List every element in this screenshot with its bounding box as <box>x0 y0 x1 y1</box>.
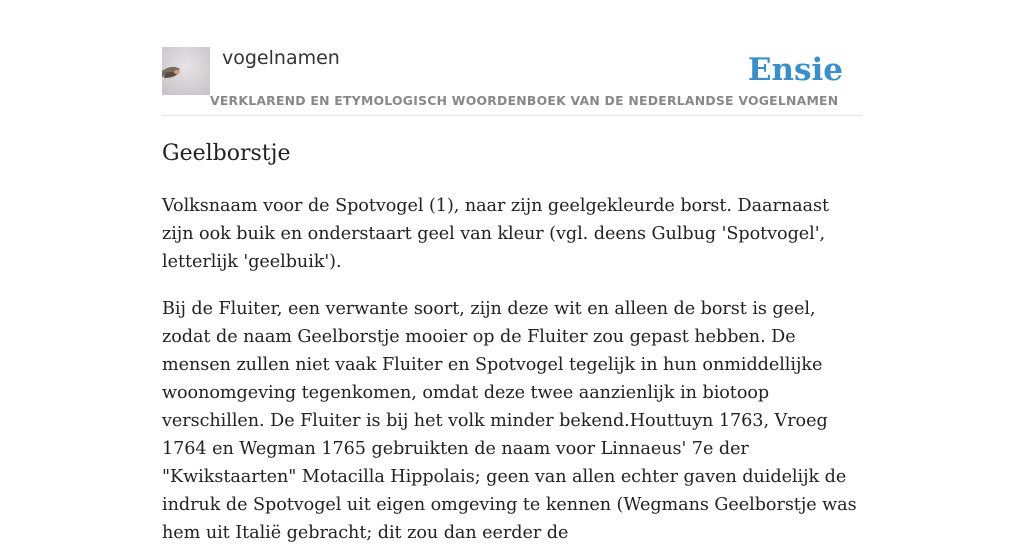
page-title: Geelborstje <box>162 141 291 166</box>
article-paragraph: Bij de Fluiter, een verwante soort, zijn deze wit en alleen de borst is geel, zodat de naam Geelborstje mooier op de Fluiter zou gepast hebben. De mensen zullen niet vaak Fluiter en Spotvogel tegelijk in hun onmiddellijke woonomgeving tegenkomen, omdat deze twee aanzienlijk in biotoop verschillen. De Fluiter is bij het volk minder bekend.Houttuyn 1763, Vroeg 1764 en Wegman 1765 gebruikten de naam voor Linnaeus' 7e der "Kwikstaarten" Motacilla Hippolais; geen van allen echter gaven duidelijk de indruk de Spotvogel uit eigen omgeving te kennen (Wegmans Geelborstje was hem uit Italië gebracht; dit zou dan eerder de <box>162 299 857 543</box>
site-name[interactable]: vogelnamen <box>222 47 340 69</box>
article-paragraph: Volksnaam voor de Spotvogel (1), naar zijn geelgekleurde borst. Daarnaast zijn ook buik en onderstaart geel van kleur (vgl. deens Gulbug 'Spotvogel', letterlijk 'geelbuik'). <box>162 196 829 272</box>
site-header <box>162 44 862 116</box>
ensie-logo[interactable]: Ensie <box>747 52 843 88</box>
article <box>162 138 862 547</box>
avatar[interactable] <box>162 47 210 95</box>
site-subtitle: VERKLAREND EN ETYMOLOGISCH WOORDENBOEK VAN DE NEDERLANDSE VOGELNAMEN <box>210 93 839 108</box>
bird-photo-icon <box>162 47 210 95</box>
